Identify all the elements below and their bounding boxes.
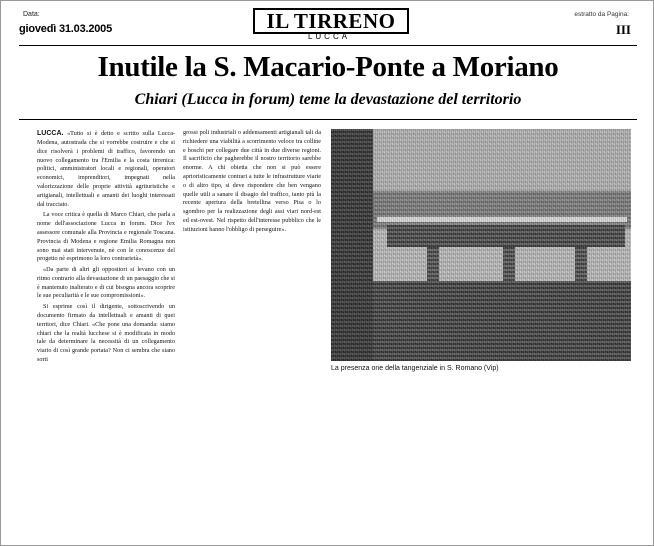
page-number: III	[615, 22, 631, 37]
tangenziale-photo	[331, 129, 631, 361]
photo-halftone-overlay	[331, 129, 631, 361]
paragraph: Si esprime così il dirigente, sottoscrivendo un documento firmato da intellettuali e amanti di quei territori, dice Chiari. «Che pone una domanda: siamo chiari che la realtà lucchese si è modificata in modo tale da determinare la necessità di un collegamento viario di così grande portata? Non ci sembra che siano sorti	[37, 303, 175, 364]
paragraph	[37, 129, 175, 209]
photo-block	[331, 129, 631, 372]
paper-title-box	[253, 8, 409, 34]
paragraph-text: «Tutto si è detto e scritto sulla Lucca-Modena, autostrada che si vorrebbe costruire e che si dice risolverà i problemi di traffico, favorendo un nuovo collegamento tra l'Emilia e la costa tirrenica: politici, amministratori locali e regionali, operatori economici, imprenditori, impegnati nella valorizzazione delle proprie attività agrituristiche e artigianali, intellettuali e amanti dei luoghi interessati dal tracciato.	[37, 130, 175, 208]
date-value: giovedì 31.03.2005	[19, 23, 113, 35]
dateline: LUCCA.	[37, 130, 64, 137]
divider-bottom	[19, 119, 637, 120]
article-column-2	[183, 129, 321, 361]
page-subtitle: Chiari (Lucca in forum) teme la devastazione del territorio	[134, 91, 522, 108]
divider-top	[19, 45, 637, 46]
photo-caption: La presenza one della tangenziale in S. Romano (Vip)	[331, 365, 499, 372]
paper-title: IL TIRRENO	[266, 9, 396, 33]
paragraph: «Da parte di altri gli oppositori si levano con un ritmo contrario alla devastazione di un paesaggio che si è mantenuto inalterato e di cui bisogna ancora scoprire le sue peculiarità e le sue compromissioni».	[37, 266, 175, 300]
page-title: Inutile la S. Macario-Ponte a Moriano	[97, 51, 559, 83]
paper-edition: LUCCA	[307, 32, 351, 41]
extract-label: estratto da Pagina:	[574, 11, 629, 18]
paragraph: La voce critica è quella di Marco Chiari, che parla a nome dell'associazione Lucca in forum. Dice l'ex assessore comunale alla Provincia e regionale Toscana. Provincia di Modena e regione Emilia Romagna non sono mai stati intervenute, nè con le conoscenze del progetto nè esprimono la loro contrarietà».	[37, 211, 175, 263]
date-label: Data:	[23, 11, 40, 18]
paragraph: grossi poli industriali o addensamenti artigianali tali da richiedere una viabilità a scorrimento veloce tra colline e boschi per collegare due città in due diverse regioni. Il sacrificio che pagherebbe il nostro territorio sarebbe enorme. A chi obietta che non si può essere aprioristicamente contrari a tutte le infrastrutture viarie o di altro tipo, si deve rispondere che ben vengano quelle utili a sanare il disagio del traffico, tanto più la recente apertura della bretellina verso Pisa o lo sgombro per la realizzazione degli assi viari nord-est ed est-ovest. Nel rispetto dell'interesse pubblico che le istituzioni hanno l'obbligo di perseguire».	[183, 129, 321, 233]
article-column-1	[37, 129, 175, 539]
masthead	[1, 1, 654, 49]
